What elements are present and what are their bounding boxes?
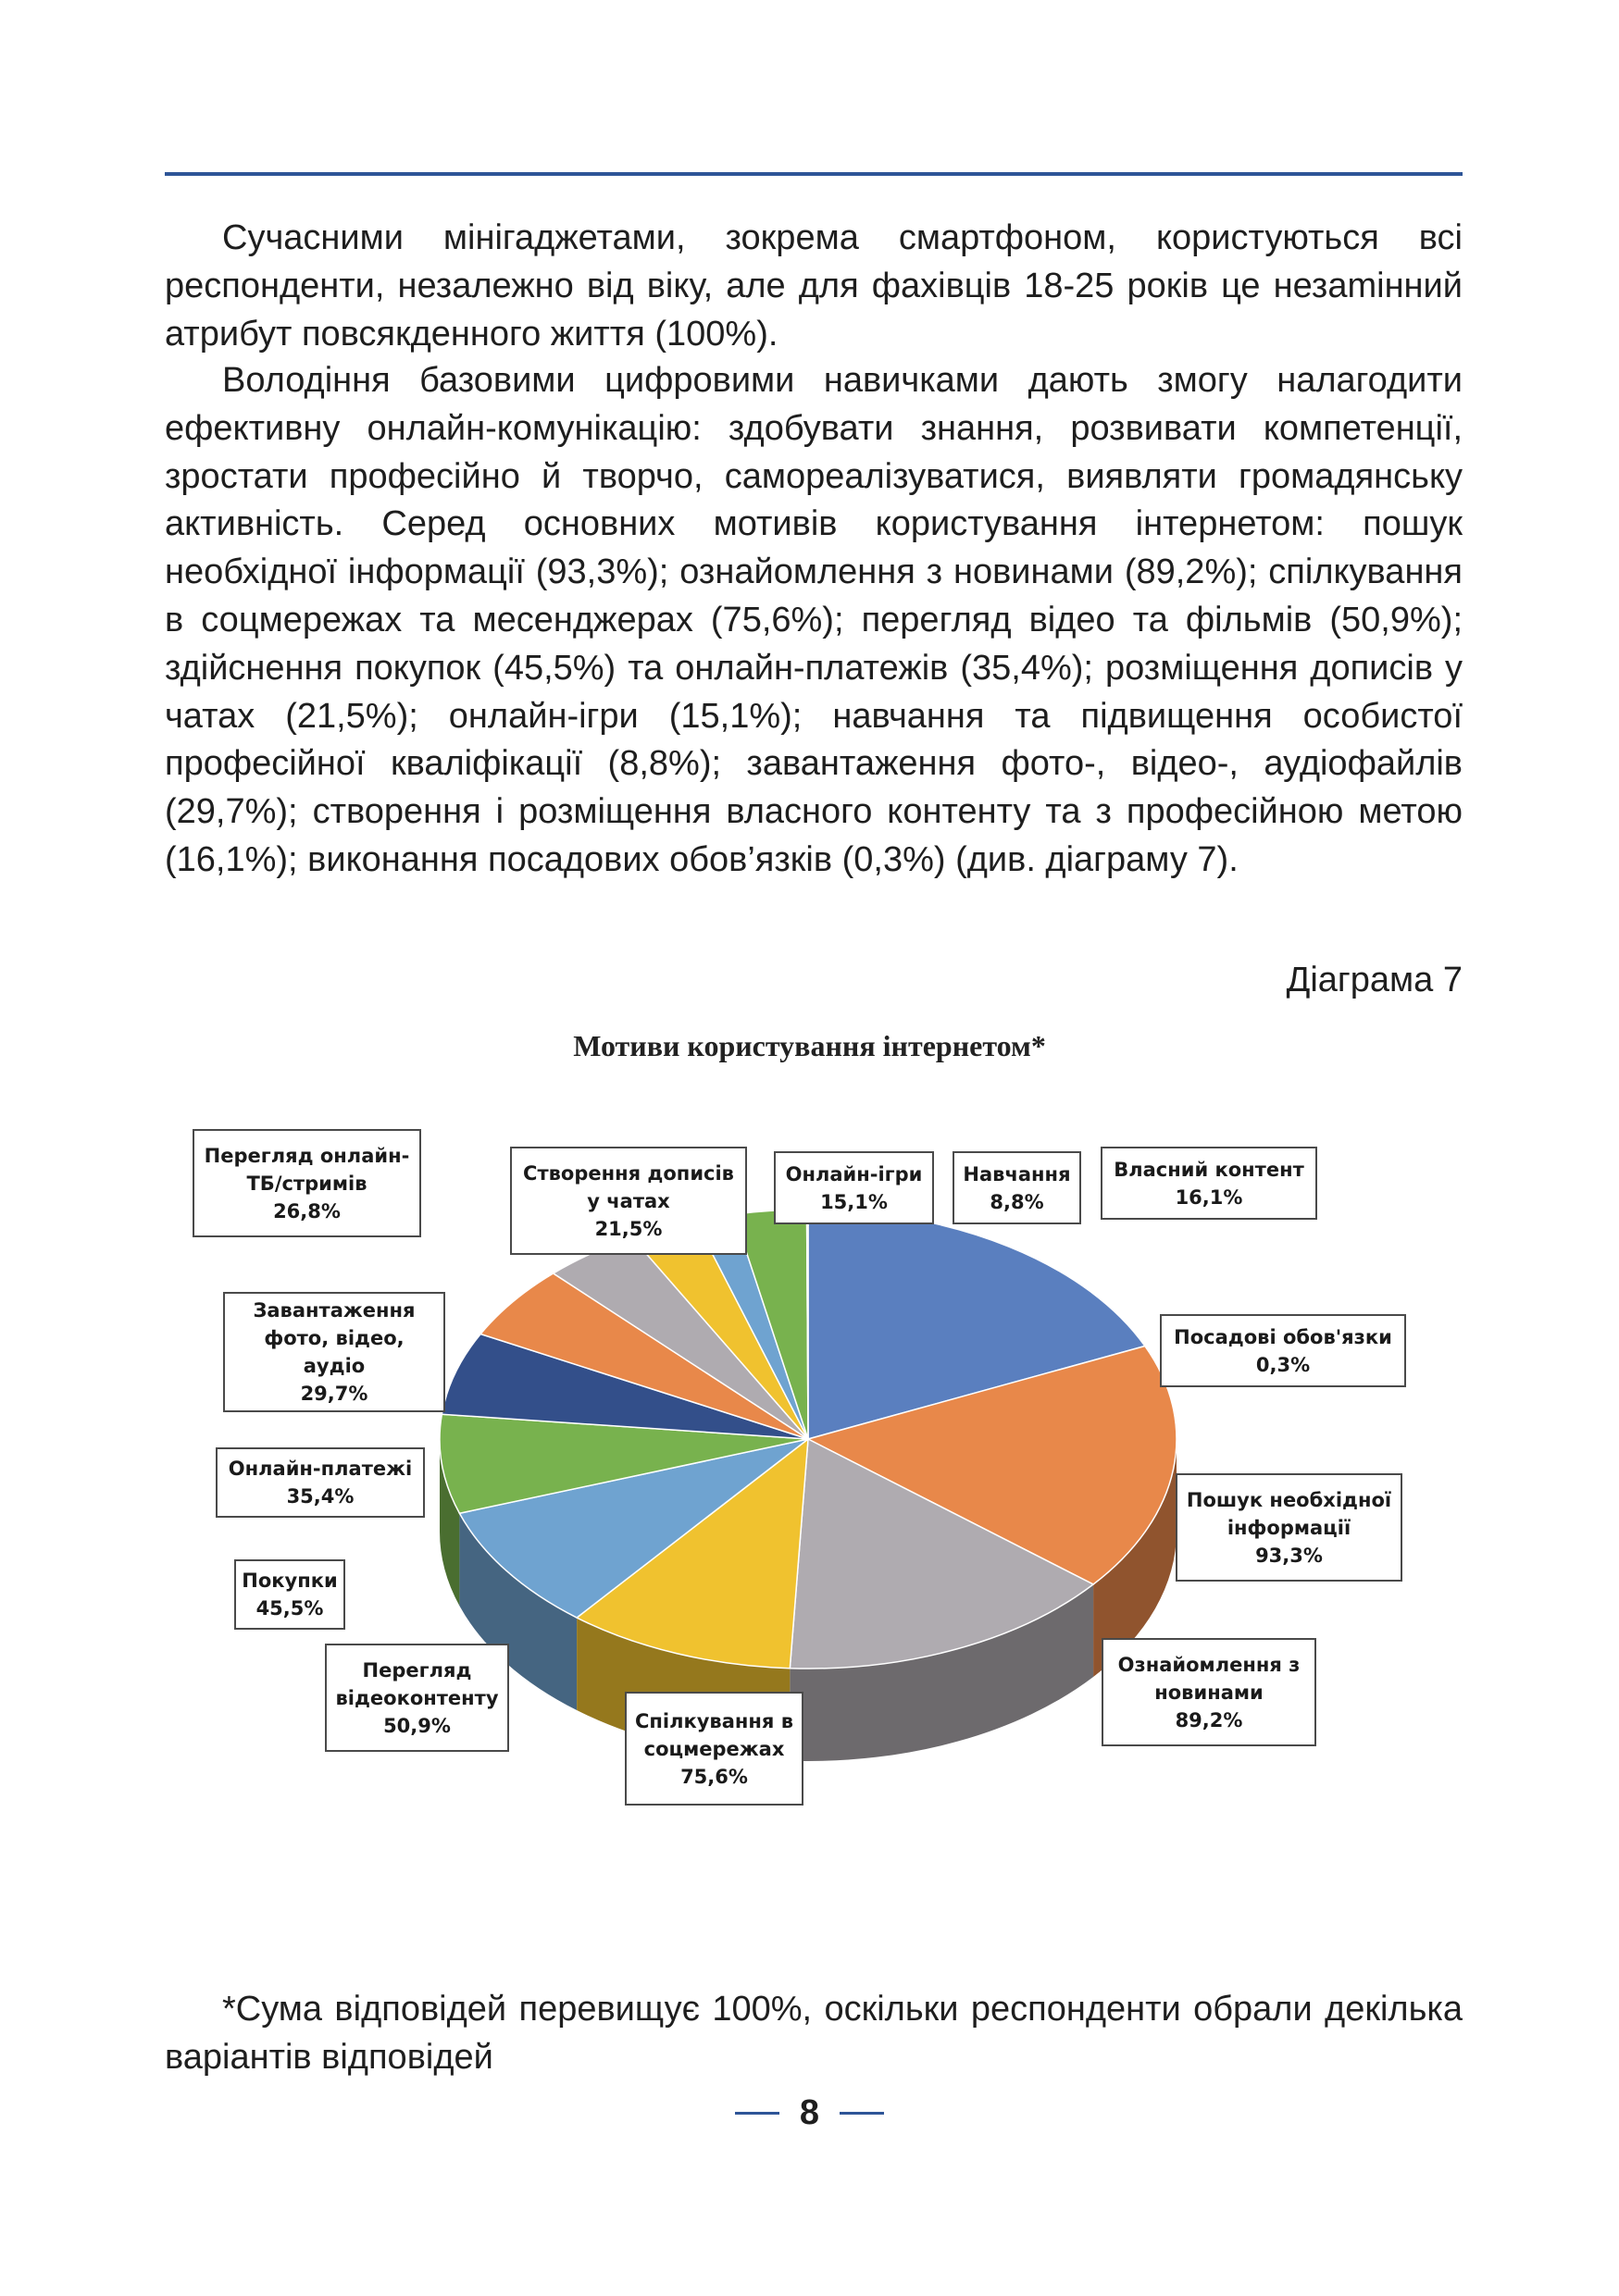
callout-value: 50,9% (383, 1714, 451, 1737)
callout-value: 29,7% (300, 1383, 368, 1405)
callout-label: Покупки (242, 1570, 338, 1592)
callout-label: Ознайомлення з (1117, 1653, 1301, 1676)
callout-label: Перегляд онлайн- (204, 1144, 410, 1167)
footnote: *Сума відповідей перевищує 100%, оскільки респонденти обрали декілька варіантів відповідей (165, 1990, 1463, 2077)
callout-label: Перегляд (362, 1658, 472, 1682)
callout-label: ТБ/стримів (246, 1172, 367, 1195)
callout-label: новинами (1154, 1681, 1264, 1704)
callout-7 (193, 1129, 421, 1237)
callout-value: 0,3% (1255, 1353, 1311, 1376)
callout-label: Створення дописів (523, 1161, 734, 1185)
callout-2 (625, 1692, 803, 1806)
callout-label: Пошук необхідної (1186, 1488, 1392, 1511)
callout-6 (223, 1292, 445, 1412)
callout-value: 75,6% (680, 1765, 748, 1788)
paragraph-smartphones: Сучасними мінігаджетами, зокрема смартфоном, користуються всі респонденти, незалежно від віку, але для фахівців 18-25 років це незаmінний атрибут повсякденного життя (100%). (165, 218, 1463, 354)
callout-value: 35,4% (286, 1485, 355, 1508)
callout-label: Посадові обов'язки (1174, 1325, 1392, 1348)
callout-0 (1176, 1473, 1402, 1582)
callout-label: інформації (1227, 1516, 1351, 1539)
page-footer (0, 2093, 1619, 2133)
callout-11 (1101, 1147, 1317, 1220)
callout-12 (1160, 1314, 1406, 1387)
callout-value: 93,3% (1255, 1544, 1323, 1567)
paragraph-motives: Володіння базовими цифровими навичками дають змогу налагодити ефективну онлайн-комунікацію: здобувати знання, розвивати компетенції, зростати професійно й творчо, самореалізуватися, виявляти громадянську активність. Серед основних мотивів користування інтернетом: пошук необхідної інформації (93,3%); ознайомлення з новинами (89,2%); спілкування в соцмережах та месенджерах (75,6%); перегляд відео та фільмів (50,9%); здійснення покупок (45,5%) та онлайн-платежів (35,4%); розміщення дописів у чатах (21,5%); онлайн-ігри (15,1%); навчання та підвищення особистої професійної кваліфікації (8,8%); завантаження фото-, відео-, аудіофайлів (29,7%); створення і розміщення власного контенту та з професійною метою (16,1%); виконання посадових обов’язків (0,3%) (див. діаграму 7). (165, 361, 1463, 879)
callout-label: Онлайн-платежі (228, 1458, 413, 1480)
callout-value: 15,1% (820, 1190, 888, 1213)
callout-label: у чатах (587, 1189, 670, 1212)
callout-label: Онлайн-ігри (785, 1162, 923, 1185)
callout-label: Навчання (963, 1162, 1071, 1185)
callout-value: 89,2% (1175, 1708, 1243, 1731)
callout-4 (234, 1559, 345, 1630)
callout-8 (510, 1147, 747, 1255)
callout-10 (953, 1151, 1081, 1224)
callout-value: 26,8% (273, 1199, 341, 1222)
callout-label: соцмережах (643, 1737, 785, 1760)
callout-9 (774, 1151, 934, 1224)
callout-label: фото, відео, аудіо (264, 1327, 405, 1377)
callout-3 (325, 1644, 509, 1752)
callout-label: Завантаження (253, 1299, 416, 1322)
callout-label: відеоконтенту (335, 1686, 499, 1709)
page-number-dash-left (735, 2112, 779, 2115)
callout-label: Власний контент (1114, 1158, 1304, 1181)
callout-value: 45,5% (255, 1597, 324, 1620)
callout-value: 16,1% (1175, 1185, 1243, 1209)
page-number-dash-right (840, 2112, 884, 2115)
callout-1 (1102, 1638, 1316, 1746)
page-number: 8 (799, 2093, 820, 2132)
chart-title: Мотиви користування інтернетом* (573, 1029, 1046, 1062)
callout-value: 21,5% (594, 1217, 663, 1240)
callout-value: 8,8% (990, 1190, 1044, 1213)
callout-5 (216, 1447, 425, 1518)
callout-label: Спілкування в (634, 1709, 793, 1732)
diagram-label: Діаграма 7 (1286, 961, 1463, 999)
